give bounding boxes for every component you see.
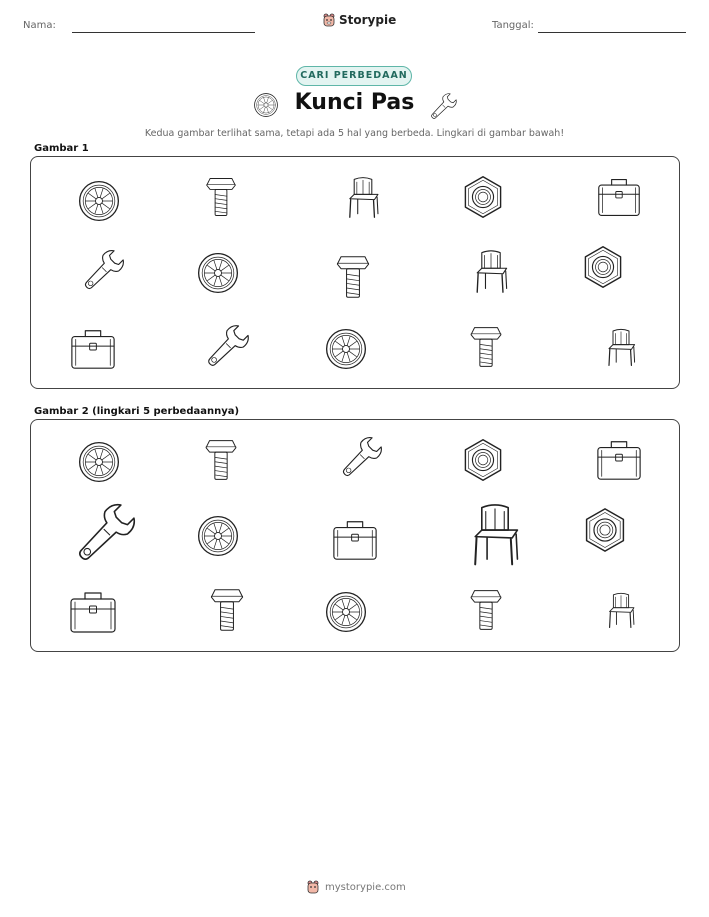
wheel-icon-svg xyxy=(77,440,121,484)
wheel-icon xyxy=(77,179,121,223)
toolbox-icon xyxy=(596,174,642,220)
wheel-icon-svg xyxy=(196,251,240,295)
nut-icon[interactable] xyxy=(582,507,628,553)
wrench-icon xyxy=(428,92,458,126)
chair-icon[interactable] xyxy=(602,591,640,629)
bolt-icon-svg xyxy=(464,588,508,632)
name-line[interactable] xyxy=(72,32,255,33)
name-label: Nama: xyxy=(23,20,56,31)
chair-icon-svg xyxy=(468,248,514,294)
wheel-icon xyxy=(196,251,240,295)
chair-icon-svg xyxy=(602,591,640,629)
section-2-label: Gambar 2 (lingkari 5 perbedaannya) xyxy=(34,406,240,417)
date-line[interactable] xyxy=(538,32,686,33)
toolbox-icon-svg xyxy=(595,436,643,484)
wheel-icon-svg xyxy=(324,590,368,634)
chair-icon xyxy=(601,327,641,367)
wrench-icon xyxy=(80,248,126,294)
activity-badge: CARI PERBEDAAN xyxy=(296,66,412,86)
nut-icon-svg xyxy=(581,245,625,289)
instructions: Kedua gambar terlihat sama, tetapi ada 5 hal yang berbeda. Lingkari di gambar bawah! xyxy=(144,128,565,139)
bolt-icon[interactable] xyxy=(199,438,243,482)
date-label: Tanggal: xyxy=(492,20,534,31)
picture-1-panel xyxy=(30,156,680,389)
wheel-icon-svg xyxy=(196,514,240,558)
nut-icon-svg xyxy=(461,438,505,482)
wrench-icon[interactable] xyxy=(72,501,138,567)
nut-icon-svg xyxy=(582,507,628,553)
bolt-icon-svg xyxy=(204,587,250,633)
wrench-icon-svg xyxy=(80,248,126,294)
toolbox-icon-svg xyxy=(68,587,118,637)
wheel-icon[interactable] xyxy=(77,440,121,484)
footer xyxy=(306,880,406,894)
chair-icon-svg xyxy=(601,327,641,367)
wrench-icon-svg xyxy=(338,435,384,481)
chair-icon xyxy=(341,175,385,219)
nut-icon xyxy=(581,245,625,289)
toolbox-icon-svg xyxy=(69,325,117,373)
bolt-icon-svg xyxy=(464,325,508,369)
mascot-icon xyxy=(306,880,320,894)
bolt-icon xyxy=(464,325,508,369)
chair-icon xyxy=(468,248,514,294)
brand-logo xyxy=(322,13,396,27)
nut-icon-svg xyxy=(461,175,505,219)
bolt-icon xyxy=(200,176,242,218)
toolbox-icon[interactable] xyxy=(331,516,379,564)
toolbox-icon xyxy=(69,325,117,373)
chair-icon[interactable] xyxy=(462,501,528,567)
wheel-icon[interactable] xyxy=(324,590,368,634)
chair-icon-svg xyxy=(462,501,528,567)
page-title: Kunci Pas xyxy=(294,90,415,115)
wheel-icon-svg xyxy=(324,327,368,371)
wheel-icon[interactable] xyxy=(196,514,240,558)
bolt-icon xyxy=(330,254,376,300)
bolt-icon-svg xyxy=(199,438,243,482)
bolt-icon-svg xyxy=(200,176,242,218)
wrench-icon-svg xyxy=(428,92,458,122)
nut-icon xyxy=(461,175,505,219)
toolbox-icon-svg xyxy=(596,174,642,220)
wrench-icon-svg xyxy=(203,323,251,371)
wrench-icon[interactable] xyxy=(338,435,384,481)
mascot-icon xyxy=(322,13,336,27)
toolbox-icon[interactable] xyxy=(68,587,118,637)
wrench-icon xyxy=(203,323,251,371)
bolt-icon[interactable] xyxy=(204,587,250,633)
bolt-icon[interactable] xyxy=(464,588,508,632)
footer-url: mystorypie.com xyxy=(325,881,406,893)
wheel-icon xyxy=(324,327,368,371)
wrench-icon-svg xyxy=(72,501,138,567)
chair-icon-svg xyxy=(341,175,385,219)
section-1-label: Gambar 1 xyxy=(34,143,89,154)
bolt-icon-svg xyxy=(330,254,376,300)
toolbox-icon[interactable] xyxy=(595,436,643,484)
brand-name: Storypie xyxy=(339,13,397,27)
nut-icon[interactable] xyxy=(461,438,505,482)
toolbox-icon-svg xyxy=(331,516,379,564)
picture-2-panel[interactable] xyxy=(30,419,680,652)
wheel-icon-svg xyxy=(77,179,121,223)
